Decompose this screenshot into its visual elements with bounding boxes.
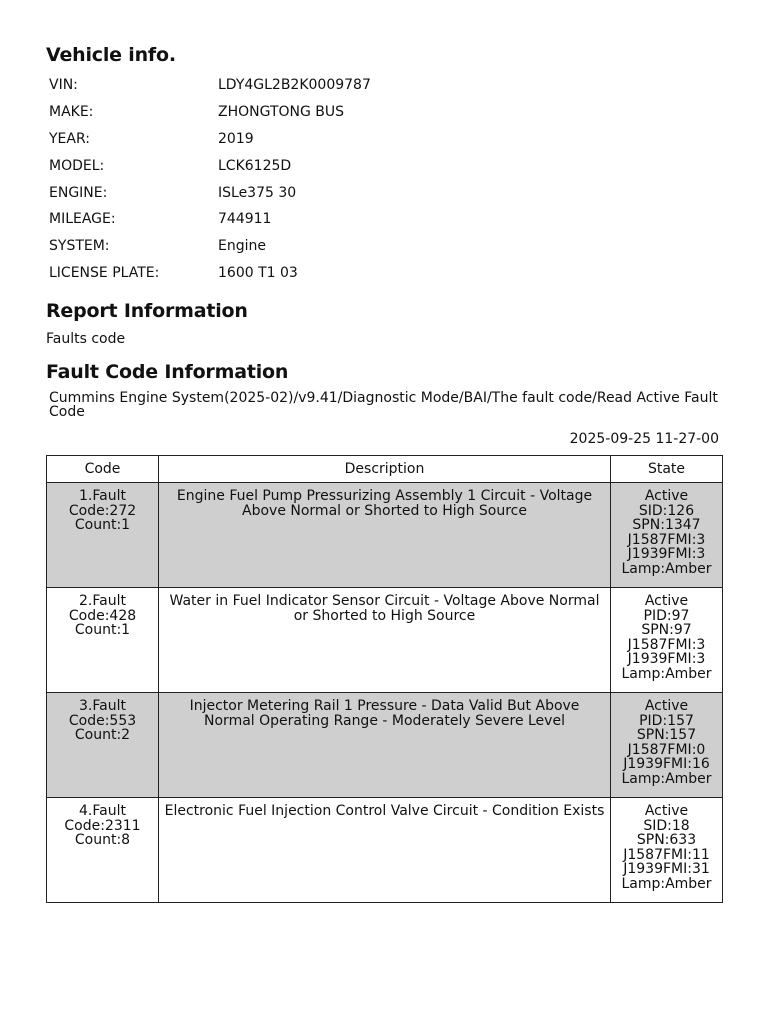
fault-description-cell: Electronic Fuel Injection Control Valve Circuit - Condition Exists: [159, 798, 611, 903]
fault-j1939fmi: J1939FMI:16: [623, 756, 710, 773]
fault-code-cell: [47, 693, 159, 798]
fault-spn: SPN:633: [636, 832, 697, 849]
fault-code-table: [46, 455, 723, 903]
code-column-header: Code: [47, 456, 159, 483]
table-row: [47, 798, 723, 903]
engine-value: ISLe375 30: [218, 185, 297, 201]
vin-label: VIN:: [49, 77, 78, 93]
fault-number: 4.Fault: [79, 803, 126, 819]
fault-j1939fmi: J1939FMI:3: [627, 651, 706, 668]
fault-j1587fmi: J1587FMI:3: [627, 531, 706, 548]
table-header-row: [47, 456, 723, 483]
license-plate-value: 1600 T1 03: [218, 265, 298, 281]
fault-number: 3.Fault: [79, 698, 126, 714]
fault-description-cell: Injector Metering Rail 1 Pressure - Data Valid But Above Normal Operating Range - Moderately Severe Level: [159, 693, 611, 798]
year-value: 2019: [218, 131, 254, 147]
mileage-value: 744911: [218, 211, 272, 227]
fault-state-cell: [611, 798, 723, 903]
fault-code-value: Code:428: [68, 607, 137, 624]
engine-label: ENGINE:: [49, 185, 108, 201]
fault-number: 2.Fault: [79, 593, 126, 609]
fault-sid-pid: SID:18: [643, 817, 690, 834]
fault-count: Count:8: [74, 832, 131, 849]
fault-state-cell: [611, 693, 723, 798]
fault-j1587fmi: J1587FMI:3: [627, 636, 706, 653]
fault-j1939fmi: J1939FMI:31: [623, 861, 710, 878]
fault-state-cell: [611, 588, 723, 693]
fault-lamp: Lamp:Amber: [621, 665, 712, 682]
fault-j1587fmi: J1587FMI:0: [627, 741, 706, 758]
fault-sid-pid: PID:97: [643, 607, 690, 624]
fault-code-cell: [47, 588, 159, 693]
license-plate-label: LICENSE PLATE:: [49, 265, 160, 281]
fault-code-cell: [47, 483, 159, 588]
state-column-header: State: [611, 456, 723, 483]
fault-status: Active: [644, 803, 689, 819]
fault-sid-pid: PID:157: [639, 712, 694, 729]
system-value: Engine: [218, 238, 266, 254]
fault-status: Active: [644, 698, 689, 714]
fault-spn: SPN:157: [636, 727, 697, 744]
fault-lamp: Lamp:Amber: [621, 560, 712, 577]
fault-description-cell: Engine Fuel Pump Pressurizing Assembly 1 Circuit - Voltage Above Normal or Shorted to High Source: [159, 483, 611, 588]
fault-number: 1.Fault: [79, 488, 126, 504]
table-row: [47, 483, 723, 588]
fault-code-value: Code:553: [68, 712, 137, 729]
fault-count: Count:2: [74, 727, 131, 744]
fault-code-cell: [47, 798, 159, 903]
table-row: [47, 693, 723, 798]
diagnostic-path: Cummins Engine System(2025-02)/v9.41/Diagnostic Mode/BAI/The fault code/Read Active Fault Code: [49, 390, 718, 420]
report-info-heading: Report Information: [46, 300, 248, 322]
fault-count: Count:1: [74, 517, 131, 534]
description-column-header: Description: [159, 456, 611, 483]
fault-sid-pid: SID:126: [638, 502, 695, 519]
table-row: [47, 588, 723, 693]
model-value: LCK6125D: [218, 158, 292, 174]
fault-j1587fmi: J1587FMI:11: [623, 846, 710, 863]
vin-value: LDY4GL2B2K0009787: [218, 77, 371, 93]
fault-spn: SPN:97: [641, 622, 692, 639]
year-label: YEAR:: [49, 131, 90, 147]
fault-code-value: Code:2311: [64, 817, 141, 834]
system-label: SYSTEM:: [49, 238, 110, 254]
fault-status: Active: [644, 488, 689, 504]
fault-status: Active: [644, 593, 689, 609]
report-timestamp: 2025-09-25 11-27-00: [569, 431, 719, 447]
fault-lamp: Lamp:Amber: [621, 770, 712, 787]
report-info-text: Faults code: [46, 331, 126, 347]
fault-j1939fmi: J1939FMI:3: [627, 546, 706, 563]
fault-lamp: Lamp:Amber: [621, 875, 712, 892]
fault-code-heading: Fault Code Information: [46, 361, 289, 383]
fault-description-cell: Water in Fuel Indicator Sensor Circuit - Voltage Above Normal or Shorted to High Source: [159, 588, 611, 693]
fault-code-value: Code:272: [68, 502, 137, 519]
vehicle-info-heading: Vehicle info.: [46, 44, 176, 66]
fault-spn: SPN:1347: [632, 517, 701, 534]
fault-state-cell: [611, 483, 723, 588]
make-value: ZHONGTONG BUS: [218, 104, 345, 120]
make-label: MAKE:: [49, 104, 94, 120]
model-label: MODEL:: [49, 158, 105, 174]
fault-count: Count:1: [74, 622, 131, 639]
mileage-label: MILEAGE:: [49, 211, 116, 227]
